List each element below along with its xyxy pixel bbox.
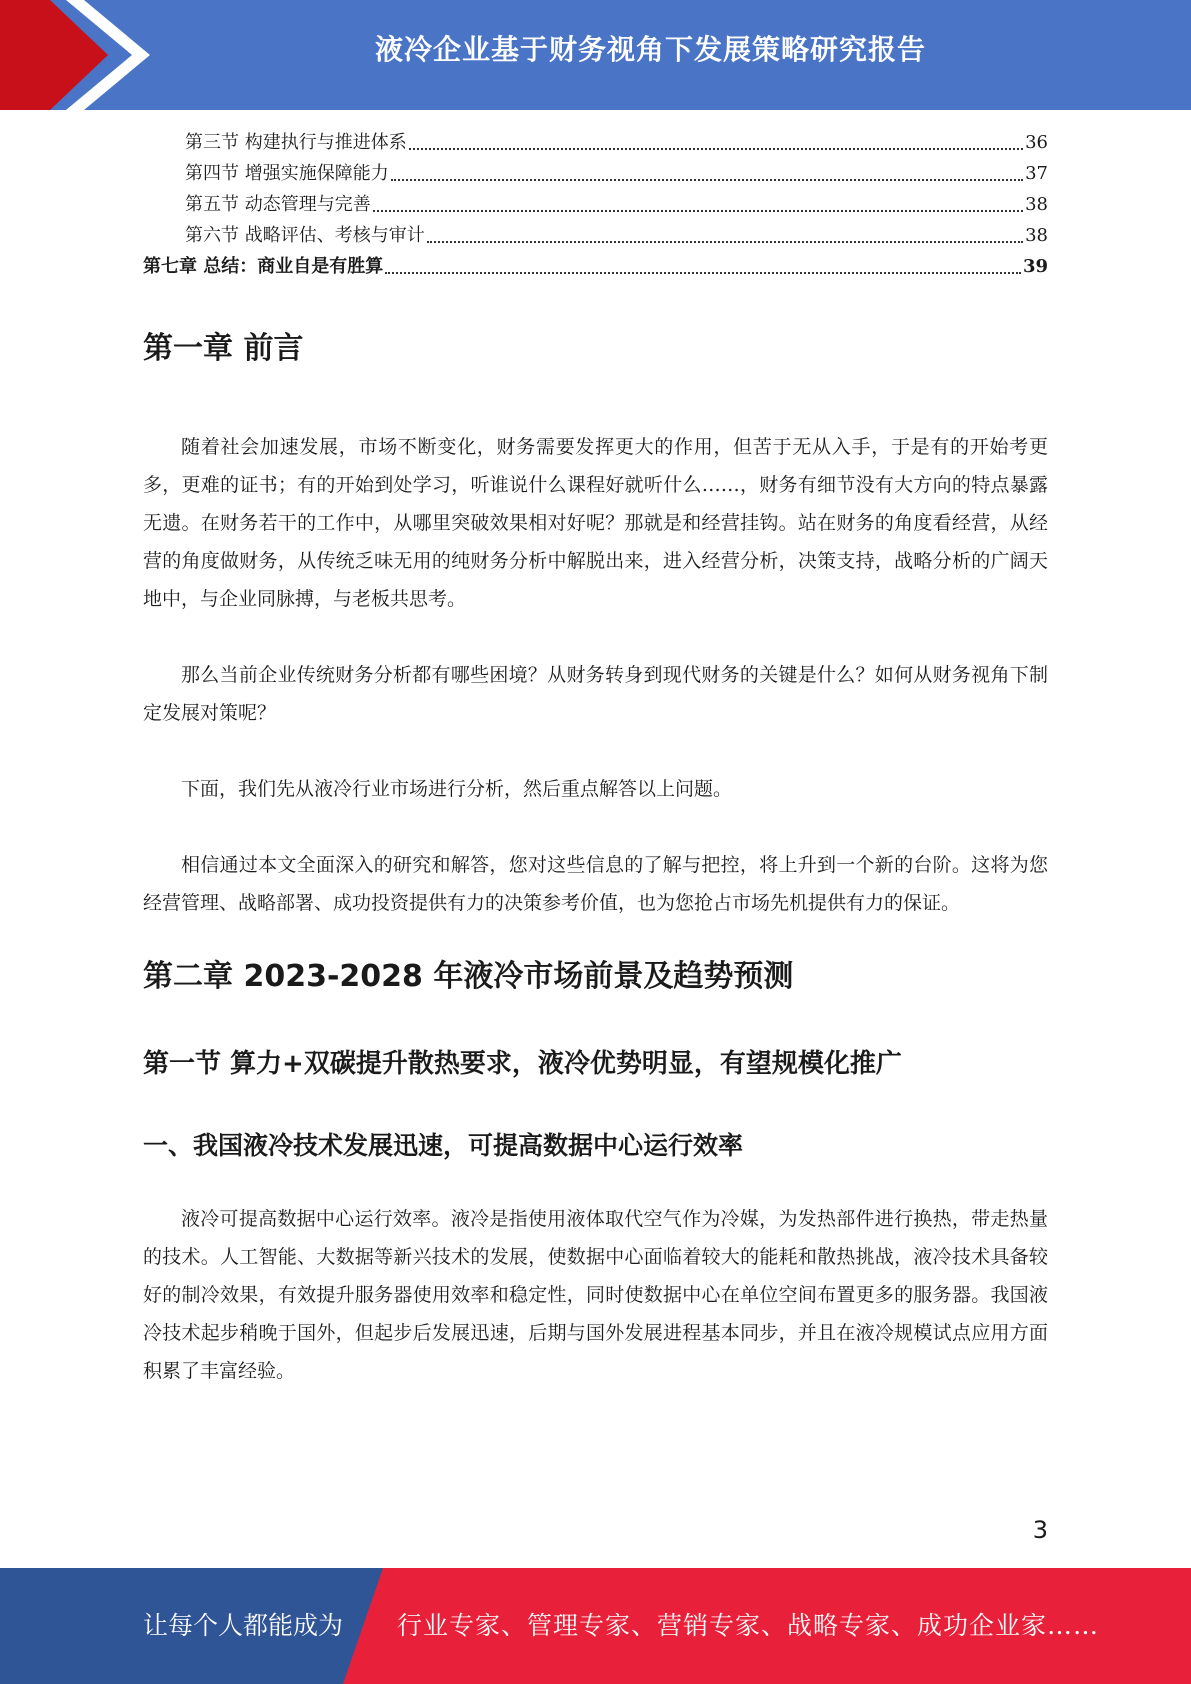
toc-entry-page: 39	[1022, 256, 1048, 277]
header-arrow-decoration	[0, 0, 160, 110]
paragraph: 相信通过本文全面深入的研究和解答，您对这些信息的了解与把控，将上升到一个新的台阶。这将为您经营管理、战略部署、成功投资提供有力的决策参考价值，也为您抢占市场先机提供有力的保证。	[143, 854, 1048, 914]
subsection-heading: 一、我国液冷技术发展迅速，可提高数据中心运行效率	[143, 1131, 744, 1160]
toc-entry-title: 第七章 总结：商业自是有胜算	[143, 256, 384, 277]
toc-leader-dots	[391, 179, 1023, 181]
paragraph: 下面，我们先从液冷行业市场进行分析，然后重点解答以上问题。	[181, 778, 733, 800]
section-heading: 第一节 算力+双碳提升散热要求，液冷优势明显，有望规模化推广	[143, 1049, 902, 1079]
table-of-contents	[143, 127, 1048, 282]
paragraph: 液冷可提高数据中心运行效率。液冷是指使用液体取代空气作为冷媒，为发热部件进行换热，带走热量的技术。人工智能、大数据等新兴技术的发展，使数据中心面临着较大的能耗和散热挑战，液冷技术具备较好的制冷效果，有效提升服务器使用效率和稳定性，同时使数据中心在单位空间布置更多的服务器。我国液冷技术起步稍晚于国外，但起步后发展迅速，后期与国外发展进程基本同步，并且在液冷规模试点应用方面积累了丰富经验。	[143, 1208, 1048, 1382]
chapter-heading: 第二章 2023-2028 年液冷市场前景及趋势预测	[143, 959, 794, 994]
page-content	[143, 127, 1048, 1390]
toc-entry[interactable]	[143, 127, 1048, 158]
toc-entry-page: 38	[1025, 194, 1048, 215]
footer-slogan-right: 行业专家、管理专家、营销专家、战略专家、成功企业家……	[397, 1611, 1100, 1640]
toc-entry-page: 38	[1025, 225, 1048, 246]
footer-slogan-left: 让每个人都能成为	[143, 1611, 344, 1640]
toc-entry-chapter[interactable]	[143, 251, 1048, 282]
toc-entry-title: 第五节 动态管理与完善	[185, 194, 371, 215]
page-number: 3	[1032, 1516, 1048, 1544]
toc-entry-title: 第六节 战略评估、考核与审计	[185, 225, 425, 246]
toc-entry-title: 第四节 增强实施保障能力	[185, 163, 389, 184]
report-title: 液冷企业基于财务视角下发展策略研究报告	[374, 33, 926, 66]
toc-entry-title: 第三节 构建执行与推进体系	[185, 132, 407, 153]
page-footer	[0, 1568, 1191, 1684]
toc-leader-dots	[427, 241, 1023, 243]
toc-entry[interactable]	[143, 189, 1048, 220]
page-header	[0, 0, 1191, 110]
toc-entry-page: 37	[1025, 163, 1048, 184]
toc-leader-dots	[385, 272, 1021, 274]
toc-leader-dots	[409, 148, 1023, 150]
toc-leader-dots	[373, 210, 1023, 212]
toc-entry[interactable]	[143, 220, 1048, 251]
chapter-heading: 第一章 前言	[143, 331, 304, 366]
toc-entry[interactable]	[143, 158, 1048, 189]
paragraph: 随着社会加速发展，市场不断变化，财务需要发挥更大的作用，但苦于无从入手，于是有的开始考更多，更难的证书；有的开始到处学习，听谁说什么课程好就听什么……，财务有细节没有大方向的特点暴露无遗。在财务若干的工作中，从哪里突破效果相对好呢？那就是和经营挂钩。站在财务的角度看经营，从经营的角度做财务，从传统乏味无用的纯财务分析中解脱出来，进入经营分析，决策支持，战略分析的广阔天地中，与企业同脉搏，与老板共思考。	[143, 436, 1048, 610]
paragraph: 那么当前企业传统财务分析都有哪些困境？从财务转身到现代财务的关键是什么？如何从财务视角下制定发展对策呢？	[143, 664, 1048, 724]
toc-entry-page: 36	[1025, 132, 1048, 153]
